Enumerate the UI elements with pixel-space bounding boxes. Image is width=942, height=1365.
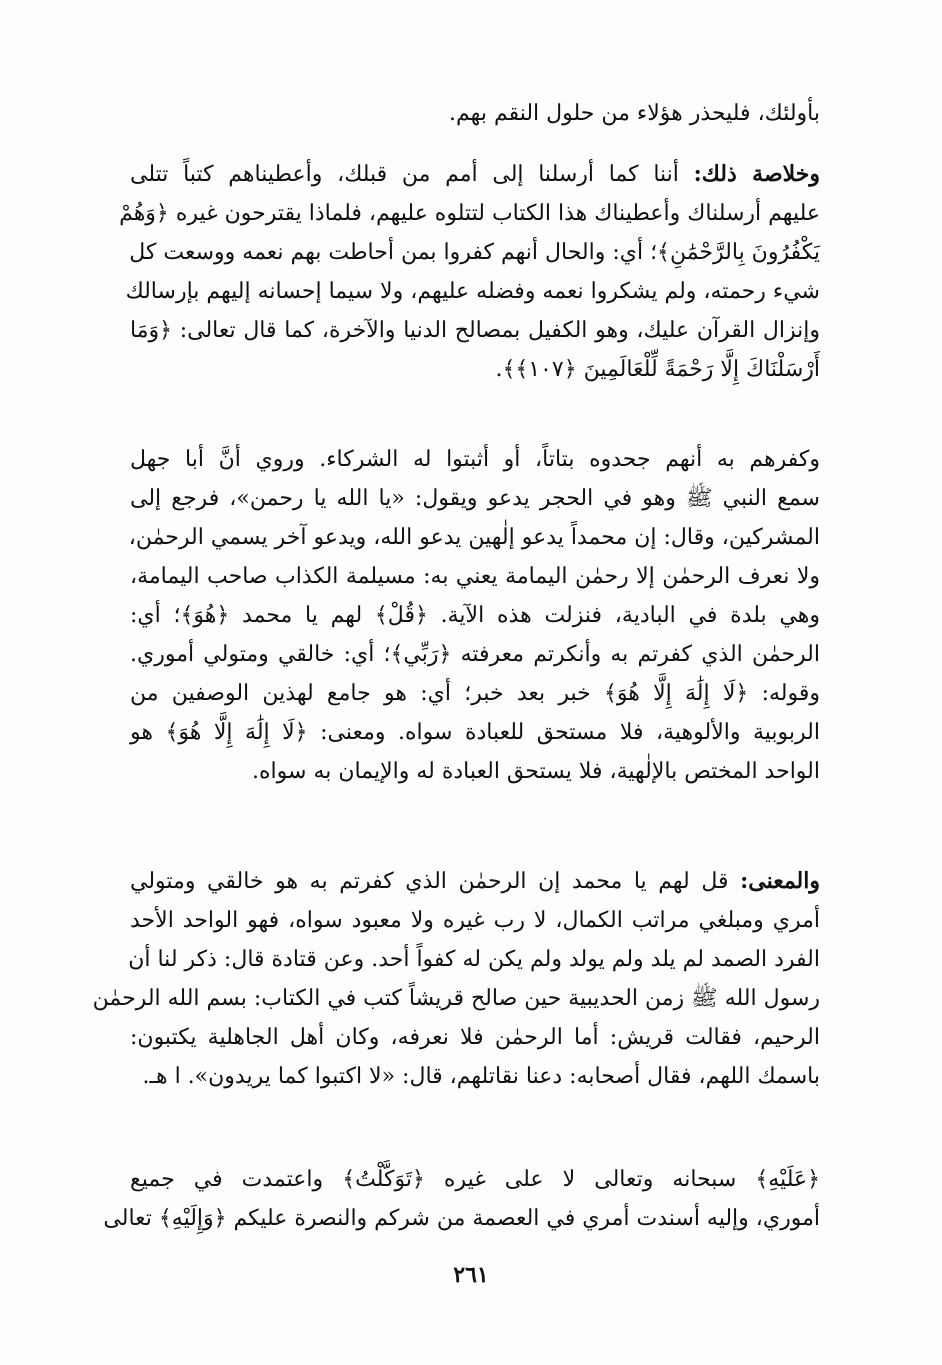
line-text: أموري، وإليه أسندت أمري في العصمة من شركم والنصرة عليكم ﴿وَإِلَيْهِ﴾ تعالى [103, 1206, 820, 1231]
paragraph-lead: والمعنى: [740, 868, 820, 894]
text-line [103, 1199, 820, 1238]
line-text: أننا كما أرسلنا إلى أمم من قبلك، وأعطيناهم كتباً تتلى [130, 162, 694, 187]
text-line [130, 557, 820, 596]
paragraph-1 [130, 94, 820, 133]
line-text: بأولئك، فليحذر هؤلاء من حلول النقم بهم. [449, 101, 820, 126]
line-text: الواحد المختص بالإلٰهية، فلا يستحق العبادة له والإيمان به سواه. [252, 759, 820, 784]
line-text: باسمك اللهم، فقال أصحابه: دعنا نقاتلهم، قال: «لا اكتبوا كما يريدون». ا هـ. [142, 1064, 820, 1089]
page-number: ٢٦١ [453, 1262, 489, 1288]
text-line [130, 635, 820, 674]
paragraph-lead: وخلاصة ذلك: [693, 161, 820, 187]
line-text: وكفرهم به أنهم جحدوه بتاتاً، أو أثبتوا له الشركاء. وروي أنَّ أبا جهل [130, 447, 820, 472]
line-text: ولا نعرف الرحمٰن إلا رحمٰن اليمامة يعني به: مسيلمة الكذاب صاحب اليمامة، [130, 564, 820, 589]
text-line [130, 350, 820, 389]
line-text: وهي بلدة في البادية، فنزلت هذه الآية. ﴿قُلْ﴾ لهم يا محمد ﴿هُوَ﴾؛ أي: [130, 603, 820, 628]
text-line [130, 518, 820, 557]
text-line [130, 752, 820, 791]
line-text: ﴿عَلَيْهِ﴾ سبحانه وتعالى لا على غيره ﴿تَوَكَّلْتُ﴾ واعتمدت في جميع [130, 1167, 820, 1192]
text-line [130, 862, 820, 901]
line-text: أمري ومبلغي مراتب الكمال، لا رب غيره ولا معبود سواه، فهو الواحد الأحد [130, 908, 820, 933]
text-line [130, 1160, 820, 1199]
text-line [130, 713, 820, 752]
text-line [130, 155, 820, 194]
text-line [130, 901, 820, 940]
line-text: أَرْسَلْنَاكَ إِلَّا رَحْمَةً لِّلْعَالَمِينَ ﴿١٠٧﴾﴾. [495, 357, 820, 382]
line-text: رسول الله ﷺ زمن الحديبية حين صالح قريشاً كتب في الكتاب: بسم الله الرحمٰن [92, 986, 820, 1011]
line-text: سمع النبي ﷺ وهو في الحجر يدعو ويقول: «يا الله يا رحمن»، فرجع إلى [130, 486, 820, 511]
line-text: الرحيم، فقالت قريش: أما الرحمٰن فلا نعرفه، وكان أهل الجاهلية يكتبون: [130, 1025, 820, 1050]
text-line [119, 194, 820, 233]
text-line [130, 1057, 820, 1096]
paragraph-2 [119, 155, 820, 389]
text-line [130, 479, 820, 518]
text-line [130, 233, 820, 272]
text-line [125, 272, 820, 311]
text-line [130, 94, 820, 133]
paragraph-5 [103, 1160, 820, 1238]
line-text: وإنزال القرآن عليك، وهو الكفيل بمصالح الدنيا والآخرة، كما قال تعالى: ﴿وَمَا [130, 318, 820, 343]
line-text: الرحمٰن الذي كفرتم به وأنكرتم معرفته ﴿رَبِّي﴾؛ أي: خالقي ومتولي أموري. [130, 642, 820, 667]
text-line [92, 979, 820, 1018]
line-text: يَكْفُرُونَ بِالرَّحْمَٰنِ﴾؛ أي: والحال أنهم كفروا بمن أحاطت بهم نعمه ووسعت كل [129, 240, 820, 265]
paragraph-3 [130, 440, 820, 791]
text-line [130, 940, 820, 979]
line-text: قل لهم يا محمد إن الرحمٰن الذي كفرتم به هو خالقي ومتولي [130, 869, 741, 894]
line-text: شيء رحمته، ولم يشكروا نعمه وفضله عليهم، ولا سيما إحسانه إليهم بإرسالك [125, 279, 820, 304]
line-text: عليهم أرسلناك وأعطيناك هذا الكتاب لتتلوه عليهم، فلماذا يقترحون غيره ﴿وَهُمْ [119, 201, 820, 226]
text-line [130, 674, 820, 713]
text-line [130, 596, 820, 635]
paragraph-4 [92, 862, 820, 1096]
line-text: الربوبية والألوهية، فلا مستحق للعبادة سواه. ومعنى: ﴿لَا إِلَٰهَ إِلَّا هُوَ﴾ هو [130, 720, 820, 745]
line-text: وقوله: ﴿لَا إِلَٰهَ إِلَّا هُوَ﴾ خبر بعد خبر؛ أي: هو جامع لهذين الوصفين من [130, 681, 820, 706]
line-text: الفرد الصمد لم يلد ولم يولد ولم يكن له كفواً أحد. وعن قتادة قال: ذكر لنا أن [128, 947, 820, 972]
line-text: المشركين، وقال: إن محمداً يدعو إلٰهين يدعو الله، ويدعو آخر يسمي الرحمٰن، [128, 525, 820, 550]
text-line [130, 440, 820, 479]
text-line [130, 311, 820, 350]
text-line [130, 1018, 820, 1057]
